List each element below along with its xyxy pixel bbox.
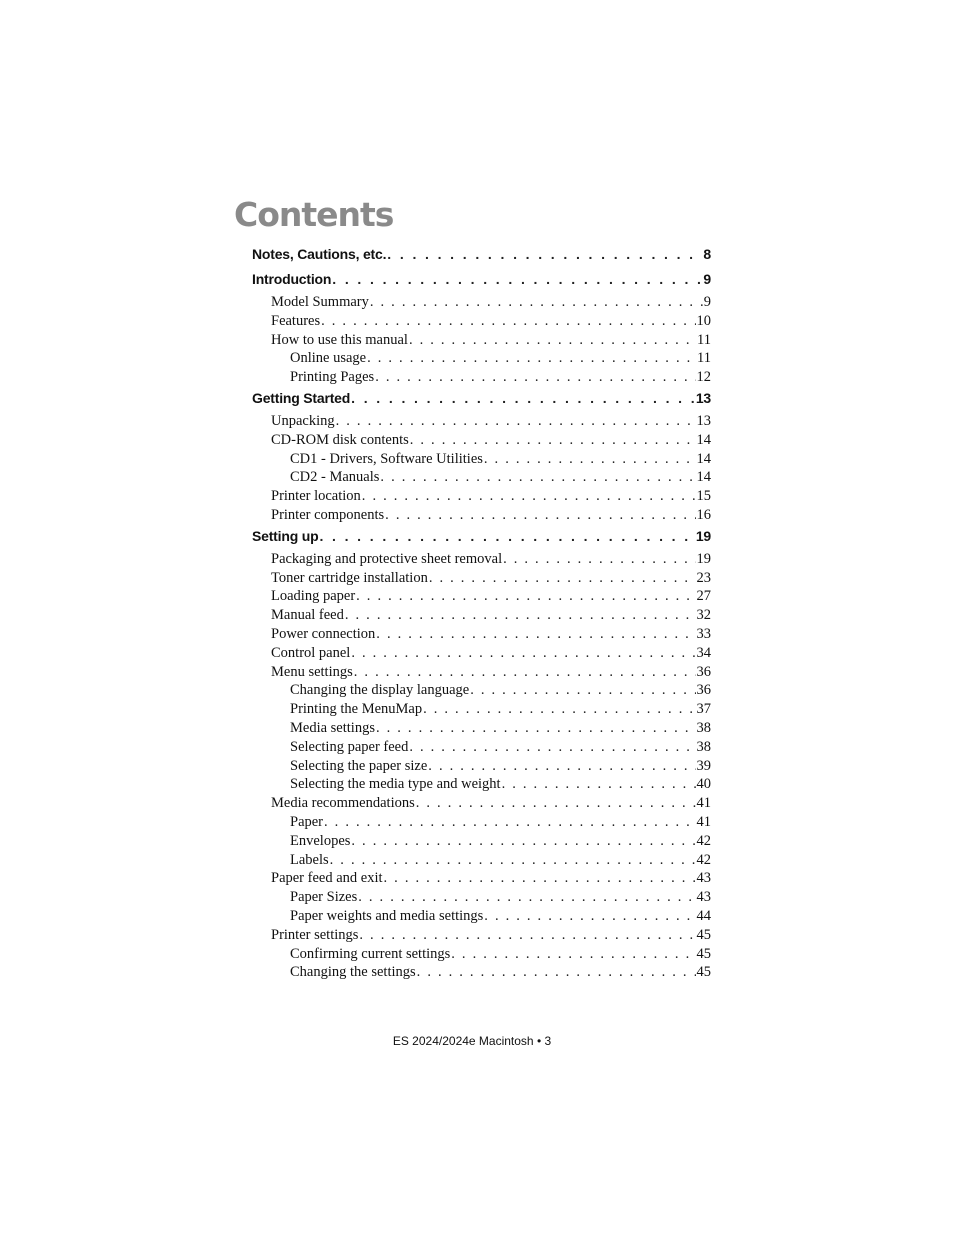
toc-subsection-entry[interactable] (252, 469, 711, 488)
toc-entry-page-number: 8 (703, 246, 711, 262)
toc-subsection-entry[interactable] (252, 720, 711, 739)
toc-entry-label: Printer location (271, 488, 361, 505)
dot-leader (351, 390, 695, 406)
toc-subsection-entry[interactable] (252, 682, 711, 701)
toc-entry-label: CD1 - Drivers, Software Utilities (290, 450, 483, 467)
dot-leader (409, 739, 695, 756)
dot-leader (384, 870, 696, 887)
toc-entry-page-number: 11 (697, 331, 711, 348)
toc-section-entry[interactable] (252, 570, 711, 589)
toc-entry-label: Media settings (290, 719, 375, 736)
toc-subsection-entry[interactable] (252, 701, 711, 720)
toc-entry-page-number: 9 (703, 294, 711, 310)
dot-leader (336, 413, 696, 430)
toc-entry-page-number: 15 (696, 488, 711, 505)
toc-entry-page-number: 16 (696, 506, 711, 523)
toc-entry-page-number: 43 (696, 870, 711, 887)
toc-entry-page-number: 36 (696, 682, 711, 699)
toc-section-entry[interactable] (252, 413, 711, 432)
toc-entry-label: Introduction (252, 271, 332, 287)
toc-entry-label: Menu settings (271, 663, 353, 680)
toc-section-entry[interactable] (252, 927, 711, 946)
dot-leader (330, 852, 696, 869)
toc-subsection-entry[interactable] (252, 758, 711, 777)
dot-leader (376, 626, 695, 643)
table-of-contents (252, 244, 711, 983)
toc-entry-label: CD-ROM disk contents (271, 431, 409, 448)
dot-leader (409, 332, 696, 349)
toc-entry-label: Setting up (252, 527, 319, 544)
toc-entry-page-number: 14 (696, 450, 711, 467)
toc-section-entry[interactable] (252, 507, 711, 526)
toc-entry-page-number: 36 (696, 663, 711, 680)
toc-subsection-entry[interactable] (252, 451, 711, 470)
toc-subsection-entry[interactable] (252, 776, 711, 795)
toc-subsection-entry[interactable] (252, 369, 711, 388)
toc-entry-label: Paper (290, 813, 324, 830)
toc-entry-label: Printer components (271, 506, 385, 523)
dot-leader (385, 507, 695, 524)
dot-leader (370, 294, 703, 311)
dot-leader (387, 246, 702, 262)
toc-subsection-entry[interactable] (252, 350, 711, 369)
toc-entry-page-number: 41 (696, 813, 711, 830)
toc-entry-label: Selecting the media type and weight (290, 776, 501, 793)
toc-entry-page-number: 23 (696, 569, 711, 586)
dot-leader (410, 432, 696, 449)
toc-section-entry[interactable] (252, 294, 711, 313)
dot-leader (380, 469, 695, 486)
dot-leader (417, 964, 696, 981)
toc-entry-label: Notes, Cautions, etc. (252, 246, 387, 262)
page-title: Contents (234, 195, 394, 234)
toc-entry-page-number: 19 (696, 550, 711, 567)
toc-entry-page-number: 38 (696, 719, 711, 736)
dot-leader (484, 908, 695, 925)
toc-subsection-entry[interactable] (252, 814, 711, 833)
toc-entry-label: How to use this manual (271, 331, 408, 348)
toc-section-entry[interactable] (252, 664, 711, 683)
toc-entry-label: Power connection (271, 625, 376, 642)
toc-entry-label: Envelopes (290, 832, 351, 849)
toc-entry-page-number: 14 (696, 469, 711, 486)
page-footer: ES 2024/2024e Macintosh • 3 (392, 1034, 552, 1048)
toc-entry-page-number: 43 (696, 889, 711, 906)
toc-section-entry[interactable] (252, 551, 711, 570)
toc-section-entry[interactable] (252, 795, 711, 814)
toc-entry-label: Manual feed (271, 607, 344, 624)
dot-leader (332, 271, 702, 287)
toc-section-entry[interactable] (252, 432, 711, 451)
toc-entry-page-number: 38 (696, 738, 711, 755)
dot-leader (428, 758, 695, 775)
toc-entry-page-number: 45 (696, 926, 711, 943)
toc-section-entry[interactable] (252, 588, 711, 607)
toc-entry-label: Features (271, 312, 321, 329)
toc-entry-page-number: 45 (696, 945, 711, 962)
toc-entry-page-number: 11 (697, 350, 711, 367)
toc-subsection-entry[interactable] (252, 852, 711, 871)
toc-entry-label: CD2 - Manuals (290, 469, 380, 486)
toc-entry-label: Changing the settings (290, 964, 416, 981)
toc-entry-page-number: 44 (696, 907, 711, 924)
toc-entry-label: Printer settings (271, 926, 359, 943)
toc-entry-page-number: 12 (696, 369, 711, 386)
toc-entry-label: Labels (290, 851, 329, 868)
toc-entry-page-number: 42 (696, 851, 711, 868)
dot-leader (351, 833, 695, 850)
dot-leader (367, 350, 696, 367)
toc-section-entry[interactable] (252, 332, 711, 351)
toc-section-entry[interactable] (252, 607, 711, 626)
dot-leader (356, 588, 695, 605)
dot-leader (375, 369, 695, 386)
toc-section-entry[interactable] (252, 313, 711, 332)
dot-leader (319, 528, 694, 544)
toc-entry-page-number: 19 (695, 527, 711, 544)
toc-entry-page-number: 41 (696, 795, 711, 812)
toc-entry-label: Control panel (271, 644, 351, 661)
dot-leader (362, 488, 696, 505)
toc-entry-label: Toner cartridge installation (271, 569, 428, 586)
toc-entry-page-number: 13 (695, 389, 711, 406)
toc-entry-label: Selecting the paper size (290, 757, 428, 774)
toc-chapter-entry[interactable] (252, 390, 711, 413)
toc-entry-label: Unpacking (271, 412, 335, 429)
toc-entry-label: Printing Pages (290, 369, 375, 386)
toc-entry-label: Loading paper (271, 588, 356, 605)
toc-entry-page-number: 33 (696, 625, 711, 642)
dot-leader (429, 570, 696, 587)
toc-subsection-entry[interactable] (252, 833, 711, 852)
toc-chapter-entry[interactable] (252, 246, 711, 269)
toc-entry-page-number: 45 (696, 964, 711, 981)
dot-leader (351, 645, 695, 662)
toc-section-entry[interactable] (252, 488, 711, 507)
dot-leader (358, 889, 695, 906)
toc-entry-page-number: 27 (696, 588, 711, 605)
toc-section-entry[interactable] (252, 626, 711, 645)
toc-entry-page-number: 42 (696, 832, 711, 849)
toc-entry-page-number: 9 (703, 271, 711, 287)
toc-entry-label: Packaging and protective sheet removal (271, 550, 503, 567)
toc-entry-page-number: 32 (696, 607, 711, 624)
dot-leader (416, 795, 696, 812)
toc-entry-label: Getting Started (252, 389, 351, 406)
dot-leader (484, 451, 696, 468)
toc-entry-page-number: 34 (696, 644, 711, 661)
toc-entry-page-number: 14 (696, 431, 711, 448)
toc-chapter-entry[interactable] (252, 271, 711, 294)
toc-chapter-entry[interactable] (252, 528, 711, 551)
toc-subsection-entry[interactable] (252, 908, 711, 927)
toc-entry-page-number: 37 (696, 701, 711, 718)
toc-subsection-entry[interactable] (252, 964, 711, 983)
toc-entry-page-number: 13 (696, 412, 711, 429)
toc-entry-label: Online usage (290, 350, 367, 367)
toc-entry-label: Changing the display language (290, 682, 470, 699)
dot-leader (470, 682, 695, 699)
toc-entry-page-number: 39 (696, 757, 711, 774)
dot-leader (345, 607, 696, 624)
toc-subsection-entry[interactable] (252, 889, 711, 908)
toc-entry-label: Paper weights and media settings (290, 907, 484, 924)
toc-entry-label: Paper feed and exit (271, 870, 383, 887)
dot-leader (359, 927, 695, 944)
dot-leader (321, 313, 695, 330)
dot-leader (451, 946, 695, 963)
toc-section-entry[interactable] (252, 870, 711, 889)
dot-leader (502, 776, 696, 793)
dot-leader (423, 701, 695, 718)
toc-entry-page-number: 40 (696, 776, 711, 793)
toc-section-entry[interactable] (252, 645, 711, 664)
dot-leader (376, 720, 696, 737)
toc-entry-label: Media recommendations (271, 795, 415, 812)
toc-entry-page-number: 10 (696, 312, 711, 329)
toc-entry-label: Printing the MenuMap (290, 701, 423, 718)
toc-entry-label: Model Summary (271, 294, 369, 310)
toc-entry-label: Paper Sizes (290, 889, 358, 906)
dot-leader (324, 814, 695, 831)
toc-subsection-entry[interactable] (252, 739, 711, 758)
dot-leader (354, 664, 696, 681)
toc-entry-label: Confirming current settings (290, 945, 451, 962)
toc-entry-label: Selecting paper feed (290, 738, 409, 755)
dot-leader (503, 551, 695, 568)
toc-subsection-entry[interactable] (252, 946, 711, 965)
